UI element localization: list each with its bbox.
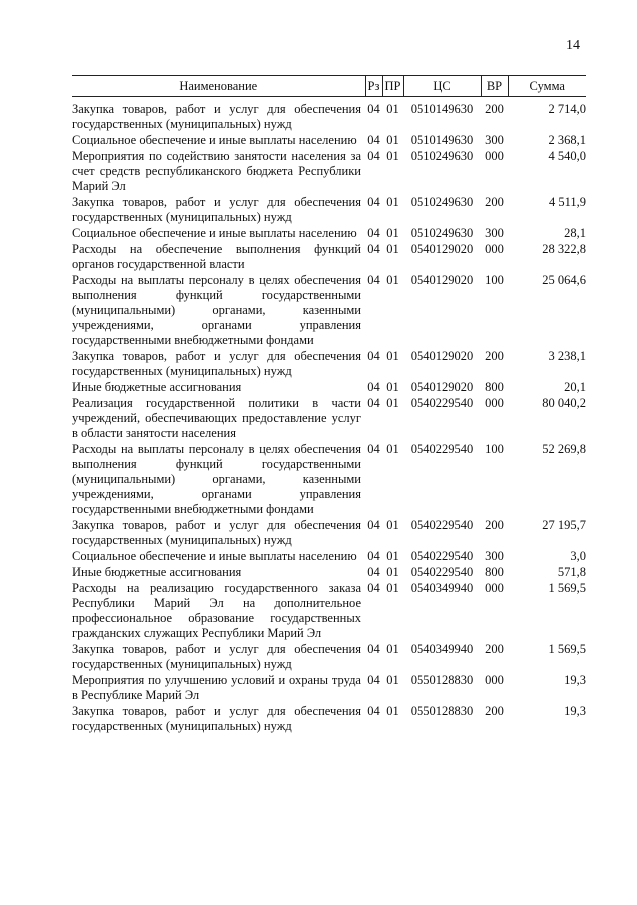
row-rz: 04 [367, 273, 380, 287]
table-row [72, 380, 586, 396]
row-name: Закупка товаров, работ и услуг для обеспечения государственных (муниципальных) нужд [72, 349, 361, 378]
row-name: Социальное обеспечение и иные выплаты населению [72, 549, 357, 563]
row-name: Закупка товаров, работ и услуг для обеспечения государственных (муниципальных) нужд [72, 518, 361, 547]
row-cs: 0540229540 [410, 396, 474, 410]
header-name: Наименование [72, 76, 365, 97]
budget-table [72, 75, 586, 735]
row-vr: 100 [485, 442, 504, 456]
page-number: 14 [566, 38, 580, 53]
row-cs: 0540349940 [410, 581, 474, 595]
row-rz: 04 [367, 642, 380, 656]
row-name: Закупка товаров, работ и услуг для обеспечения государственных (муниципальных) нужд [72, 642, 361, 671]
row-vr: 300 [485, 133, 504, 147]
row-rz: 04 [367, 581, 380, 595]
row-cs: 0510149630 [410, 102, 474, 116]
row-pr: 01 [386, 195, 399, 209]
row-rz: 04 [367, 565, 380, 579]
row-name: Мероприятия по содействию занятости населения за счет средств республиканского бюджета Республики Марий Эл [72, 149, 361, 193]
header-sum: Сумма [508, 76, 586, 97]
row-rz: 04 [367, 396, 380, 410]
row-pr: 01 [386, 442, 399, 456]
row-cs: 0540229540 [410, 565, 474, 579]
row-name: Расходы на выплаты персоналу в целях обеспечения выполнения функций государственными (муниципальными) органами, казенными учреждениями, органами управления государственными внебюджетными фондами [72, 273, 361, 347]
row-rz: 04 [367, 195, 380, 209]
row-sum: 20,1 [564, 380, 586, 394]
row-pr: 01 [386, 102, 399, 116]
row-cs: 0550128830 [410, 673, 474, 687]
table-row [72, 149, 586, 195]
row-vr: 200 [485, 349, 504, 363]
row-name: Реализация государственной политики в части учреждений, обеспечивающих предоставление услуг в области занятости населения [72, 396, 361, 440]
row-vr: 300 [485, 226, 504, 240]
table-header-row [72, 76, 586, 97]
row-pr: 01 [386, 704, 399, 718]
row-name: Иные бюджетные ассигнования [72, 565, 242, 579]
row-vr: 800 [485, 380, 504, 394]
row-name: Закупка товаров, работ и услуг для обеспечения государственных (муниципальных) нужд [72, 195, 361, 224]
row-sum: 2 368,1 [548, 133, 586, 147]
table-row [72, 133, 586, 149]
row-pr: 01 [386, 518, 399, 532]
header-rz: Рз [365, 76, 382, 97]
row-cs: 0540129020 [410, 242, 474, 256]
row-vr: 000 [485, 396, 504, 410]
row-name: Закупка товаров, работ и услуг для обеспечения государственных (муниципальных) нужд [72, 704, 361, 733]
row-cs: 0540229540 [410, 518, 474, 532]
table-row [72, 242, 586, 273]
row-cs: 0510249630 [410, 195, 474, 209]
row-sum: 52 269,8 [542, 442, 586, 456]
row-cs: 0510249630 [410, 149, 474, 163]
row-pr: 01 [386, 273, 399, 287]
row-pr: 01 [386, 380, 399, 394]
row-sum: 2 714,0 [548, 102, 586, 116]
row-sum: 19,3 [564, 673, 586, 687]
header-cs: ЦС [403, 76, 481, 97]
row-sum: 1 569,5 [548, 642, 586, 656]
row-pr: 01 [386, 549, 399, 563]
row-vr: 200 [485, 195, 504, 209]
table-row [72, 673, 586, 704]
row-vr: 200 [485, 102, 504, 116]
row-sum: 28,1 [564, 226, 586, 240]
row-name: Расходы на выплаты персоналу в целях обеспечения выполнения функций государственными (муниципальными) органами, казенными учреждениями, органами управления государственными внебюджетными фондами [72, 442, 361, 516]
row-vr: 000 [485, 673, 504, 687]
row-cs: 0540349940 [410, 642, 474, 656]
row-rz: 04 [367, 518, 380, 532]
row-rz: 04 [367, 349, 380, 363]
table-row [72, 704, 586, 735]
row-sum: 25 064,6 [542, 273, 586, 287]
row-pr: 01 [386, 581, 399, 595]
row-cs: 0550128830 [410, 704, 474, 718]
row-pr: 01 [386, 226, 399, 240]
table-row [72, 349, 586, 380]
row-sum: 4 540,0 [548, 149, 586, 163]
row-vr: 300 [485, 549, 504, 563]
row-rz: 04 [367, 242, 380, 256]
row-sum: 19,3 [564, 704, 586, 718]
row-cs: 0540129020 [410, 380, 474, 394]
row-pr: 01 [386, 349, 399, 363]
table-row [72, 518, 586, 549]
row-cs: 0540229540 [410, 442, 474, 456]
row-sum: 1 569,5 [548, 581, 586, 595]
row-pr: 01 [386, 673, 399, 687]
row-rz: 04 [367, 549, 380, 563]
table-row [72, 396, 586, 442]
table-row [72, 581, 586, 642]
row-sum: 28 322,8 [542, 242, 586, 256]
header-vr: ВР [481, 76, 508, 97]
row-sum: 80 040,2 [542, 396, 586, 410]
row-pr: 01 [386, 242, 399, 256]
row-vr: 200 [485, 642, 504, 656]
row-sum: 571,8 [557, 565, 586, 579]
row-vr: 000 [485, 149, 504, 163]
table-body [72, 97, 586, 736]
row-name: Расходы на реализацию государственного заказа Республики Марий Эл на дополнительное профессиональное образование государственных гражданских служащих Республики Марий Эл [72, 581, 361, 640]
table-row [72, 97, 586, 134]
row-vr: 100 [485, 273, 504, 287]
row-vr: 800 [485, 565, 504, 579]
row-rz: 04 [367, 704, 380, 718]
row-name: Расходы на обеспечение выполнения функций органов государственной власти [72, 242, 361, 271]
row-sum: 3,0 [570, 549, 586, 563]
table-row [72, 642, 586, 673]
table-row [72, 565, 586, 581]
row-cs: 0540129020 [410, 349, 474, 363]
row-name: Закупка товаров, работ и услуг для обеспечения государственных (муниципальных) нужд [72, 102, 361, 131]
row-pr: 01 [386, 396, 399, 410]
row-cs: 0540229540 [410, 549, 474, 563]
row-rz: 04 [367, 442, 380, 456]
table-row [72, 273, 586, 349]
table-row [72, 195, 586, 226]
row-name: Иные бюджетные ассигнования [72, 380, 242, 394]
row-vr: 200 [485, 704, 504, 718]
row-pr: 01 [386, 149, 399, 163]
row-pr: 01 [386, 642, 399, 656]
row-name: Мероприятия по улучшению условий и охраны труда в Республике Марий Эл [72, 673, 361, 702]
row-vr: 000 [485, 581, 504, 595]
row-cs: 0510249630 [410, 226, 474, 240]
row-vr: 000 [485, 242, 504, 256]
row-pr: 01 [386, 565, 399, 579]
row-name: Социальное обеспечение и иные выплаты населению [72, 133, 357, 147]
row-cs: 0510149630 [410, 133, 474, 147]
row-rz: 04 [367, 133, 380, 147]
row-rz: 04 [367, 380, 380, 394]
row-sum: 27 195,7 [542, 518, 586, 532]
table-row [72, 442, 586, 518]
row-rz: 04 [367, 149, 380, 163]
row-rz: 04 [367, 673, 380, 687]
row-rz: 04 [367, 102, 380, 116]
row-sum: 3 238,1 [548, 349, 586, 363]
row-sum: 4 511,9 [548, 195, 586, 209]
row-vr: 200 [485, 518, 504, 532]
row-pr: 01 [386, 133, 399, 147]
row-cs: 0540129020 [410, 273, 474, 287]
table-row [72, 549, 586, 565]
row-name: Социальное обеспечение и иные выплаты населению [72, 226, 357, 240]
header-pr: ПР [382, 76, 403, 97]
table-row [72, 226, 586, 242]
row-rz: 04 [367, 226, 380, 240]
